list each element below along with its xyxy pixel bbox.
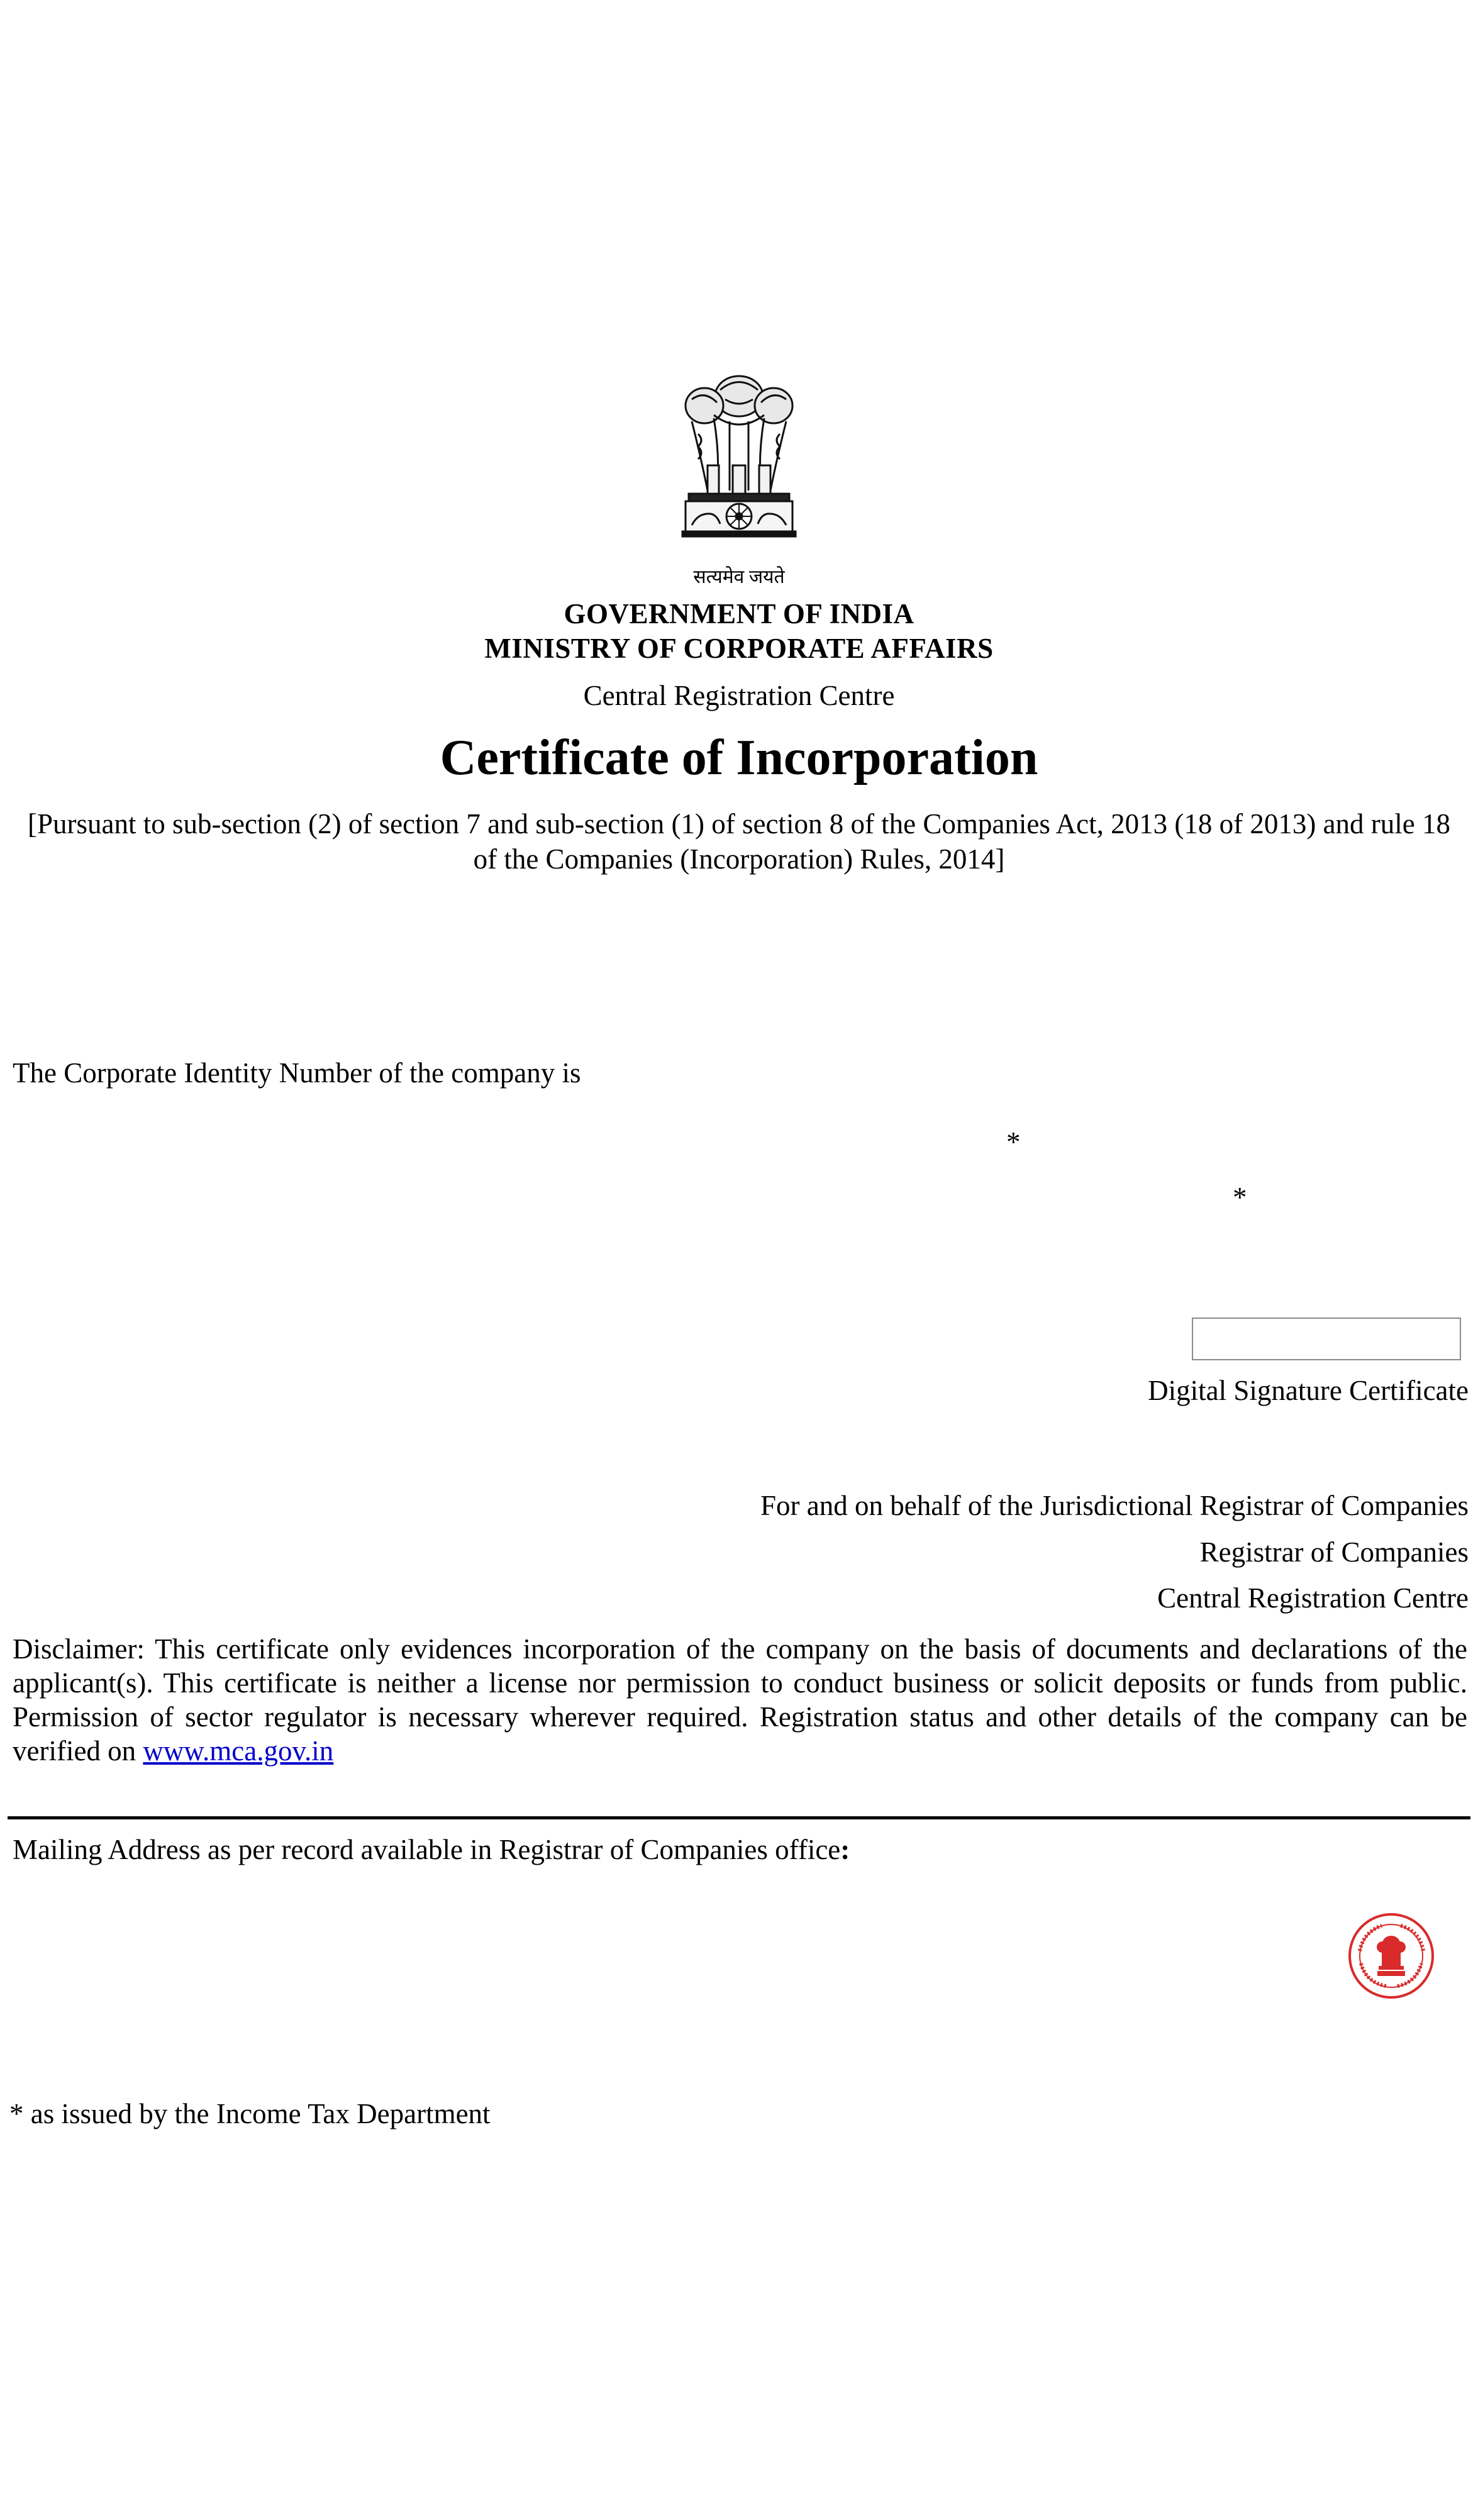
mailing-address-colon: : bbox=[840, 1834, 850, 1865]
mailing-address-label bbox=[13, 1833, 850, 1866]
section-divider bbox=[8, 1816, 1470, 1819]
registrar-title: Registrar of Companies bbox=[1199, 1536, 1469, 1568]
registrar-behalf-line: For and on behalf of the Jurisdictional Registrar of Companies bbox=[760, 1490, 1469, 1521]
emblem-motto: सत्यमेव जयते bbox=[693, 567, 785, 587]
pursuant-clause: [Pursuant to sub-section (2) of section 7 and sub-section (1) of section 8 of the Companies Act, 2013 (18 of 2013) and rule 18 of the Companies (Incorporation) Rules, 2014] bbox=[27, 808, 1451, 875]
ministry-seal-icon bbox=[1347, 1912, 1435, 2000]
disclaimer bbox=[13, 1632, 1467, 1768]
tan-asterisk: * bbox=[1233, 1182, 1247, 1213]
government-heading: GOVERNMENT OF INDIA bbox=[564, 598, 914, 630]
ashoka-lion-capital-icon bbox=[670, 371, 808, 560]
registration-centre-heading: Central Registration Centre bbox=[583, 680, 895, 711]
registrar-centre: Central Registration Centre bbox=[1157, 1582, 1469, 1614]
ministry-heading: MINISTRY OF CORPORATE AFFAIRS bbox=[484, 633, 994, 664]
digital-signature-label: Digital Signature Certificate bbox=[1148, 1375, 1469, 1406]
mca-website-link[interactable]: www.mca.gov.in bbox=[143, 1735, 334, 1767]
cin-label: The Corporate Identity Number of the company is bbox=[13, 1057, 581, 1089]
footnote bbox=[9, 2097, 491, 2130]
footnote-marker: * bbox=[9, 2098, 24, 2129]
pan-asterisk: * bbox=[1006, 1126, 1021, 1158]
certificate-title: Certificate of Incorporation bbox=[440, 730, 1038, 785]
disclaimer-text: Disclaimer: This certificate only evidences incorporation of the company on the basis of documents and declarations of the applicant(s). This certificate is neither a license nor permission to conduct business or solicit deposits or funds from public. Permission of sector regulator is necessary wherever required. Registration status and other details of the company can be verified on bbox=[13, 1633, 1467, 1767]
footnote-text: as issued by the Income Tax Department bbox=[23, 2098, 491, 2129]
mailing-address-text: Mailing Address as per record available in Registrar of Companies office bbox=[13, 1834, 841, 1865]
digital-signature-box bbox=[1192, 1318, 1461, 1360]
